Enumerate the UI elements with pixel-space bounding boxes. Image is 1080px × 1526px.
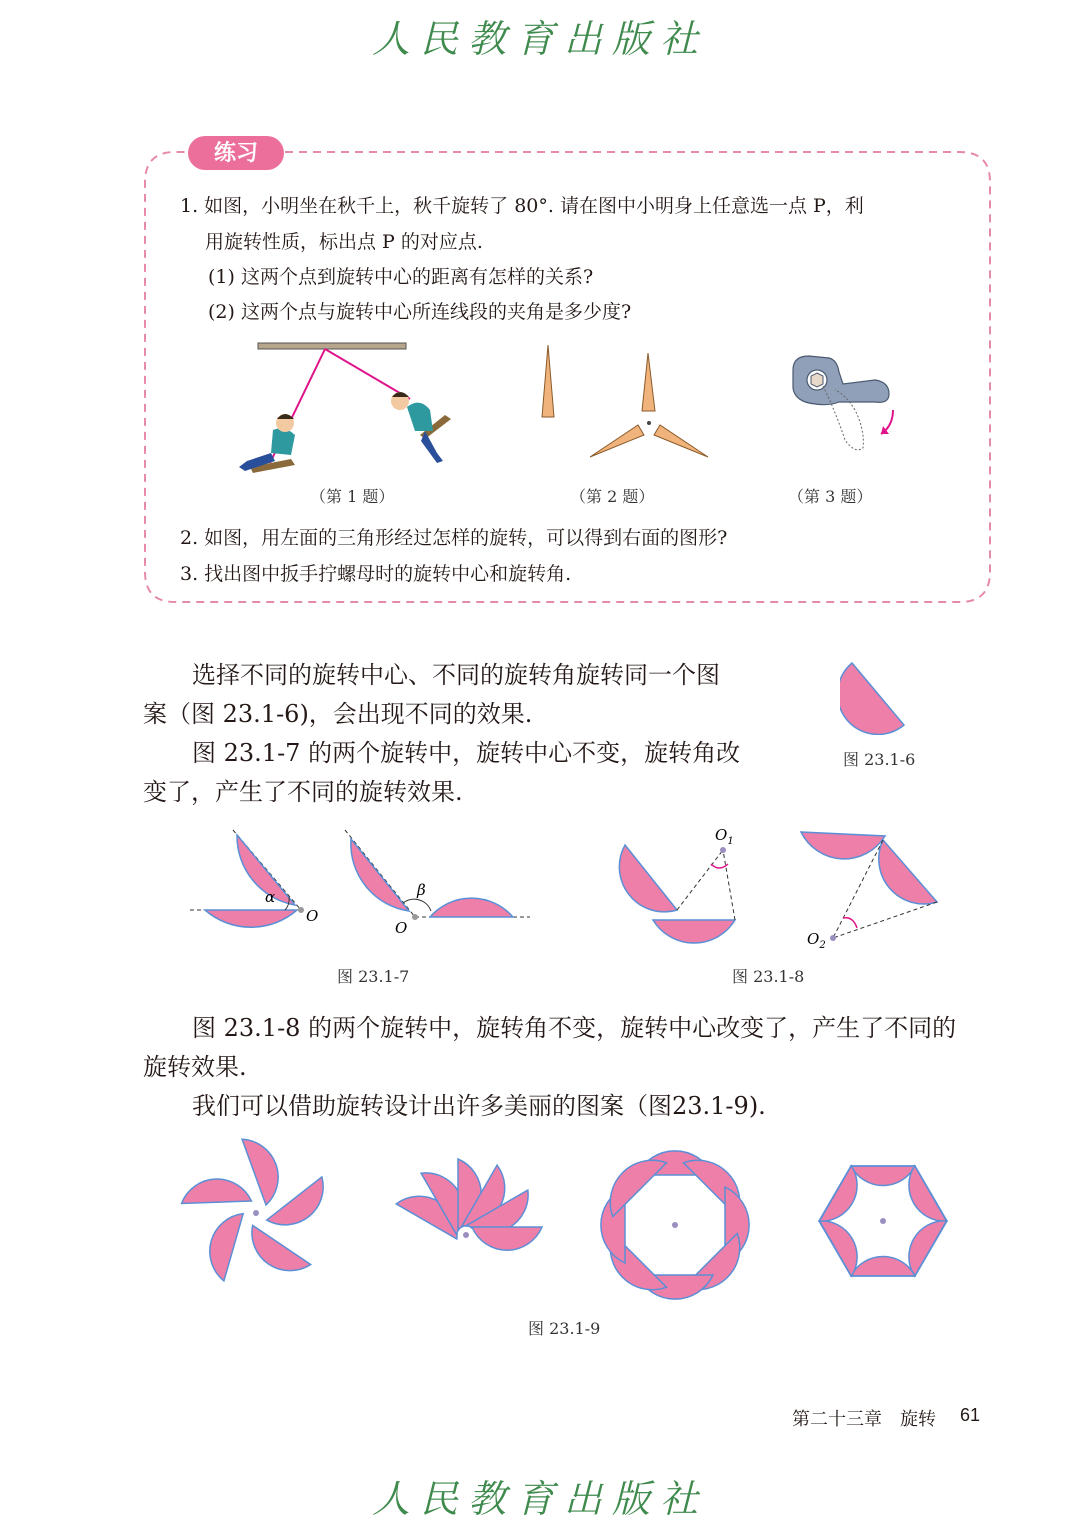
- caption-q2: （第 2 题）: [570, 487, 655, 506]
- alpha-label: α: [265, 888, 276, 906]
- fig-23-1-8: [615, 820, 945, 950]
- caption-q1: （第 1 题）: [310, 487, 395, 506]
- beta-label: β: [417, 881, 426, 899]
- chapter-footer: 第二十三章 旋转: [792, 1409, 936, 1430]
- q1-sub2: (2) 这两个点与旋转中心所连线段的夹角是多少度?: [208, 301, 632, 323]
- o-label-right: O: [395, 919, 408, 937]
- caption-fig-23-1-9: 图 23.1-9: [528, 1319, 601, 1338]
- o1-label: $O_1$: [715, 826, 734, 847]
- pattern-ring: [596, 1146, 755, 1305]
- para3-line1: 图 23.1-8 的两个旋转中，旋转角不变，旋转中心改变了，产生了不同的: [192, 1014, 957, 1042]
- para2-line1: 图 23.1-7 的两个旋转中，旋转中心不变，旋转角改: [192, 739, 741, 767]
- para4: 我们可以借助旋转设计出许多美丽的图案（图23.1-9).: [192, 1092, 766, 1120]
- caption-fig-23-1-6: 图 23.1-6: [843, 750, 916, 769]
- pattern-fan: [396, 1159, 542, 1250]
- q1-sub1: (1) 这两个点到旋转中心的距离有怎样的关系?: [208, 266, 594, 288]
- publisher-watermark-bottom: 人民教育出版社: [371, 1477, 708, 1521]
- pattern-hexagon: [819, 1166, 947, 1276]
- triangles-illustration: [530, 345, 720, 465]
- o2-label: $O_2$: [807, 930, 826, 950]
- exercise-label: 练习: [213, 141, 258, 166]
- para1-line1: 选择不同的旋转中心、不同的旋转角旋转同一个图: [192, 661, 720, 689]
- caption-fig-23-1-8: 图 23.1-8: [732, 967, 805, 986]
- fig-23-1-9-patterns: [170, 1125, 970, 1305]
- q1-line1: 1. 如图，小明坐在秋千上，秋千旋转了 80°. 请在图中小明身上任意选一点 P，利: [180, 195, 864, 217]
- q1-line2: 用旋转性质，标出点 P 的对应点.: [205, 231, 483, 253]
- o-label-left: O: [306, 907, 319, 925]
- para3-line2: 旋转效果.: [143, 1053, 247, 1081]
- caption-fig-23-1-7: 图 23.1-7: [337, 967, 410, 986]
- page-number: 61: [960, 1405, 981, 1425]
- para1-line2: 案（图 23.1-6)，会出现不同的效果.: [143, 700, 533, 728]
- caption-q3: （第 3 题）: [788, 487, 873, 506]
- q2: 2. 如图，用左面的三角形经过怎样的旋转，可以得到右面的图形?: [180, 527, 728, 549]
- fig-23-1-6-segment: [840, 655, 920, 735]
- fig-23-1-7: [185, 825, 535, 945]
- publisher-watermark-top: 人民教育出版社: [371, 17, 708, 61]
- para2-line2: 变了，产生了不同的旋转效果.: [143, 778, 463, 806]
- wrench-illustration: [785, 350, 905, 460]
- q3: 3. 找出图中扳手拧螺母时的旋转中心和旋转角.: [180, 563, 572, 585]
- pattern-pinwheel: [174, 1131, 344, 1298]
- swing-illustration: [225, 335, 465, 485]
